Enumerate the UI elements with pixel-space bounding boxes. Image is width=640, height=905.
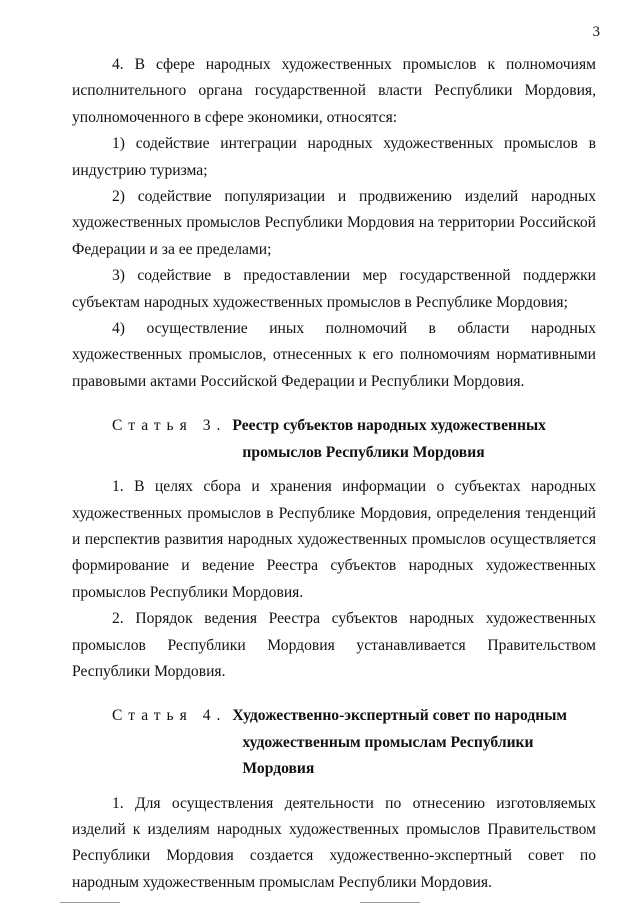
scan-artifact-line bbox=[60, 902, 120, 903]
document-body bbox=[72, 52, 596, 896]
page-number: 3 bbox=[592, 24, 600, 40]
article-3-para-1: 1. В целях сбора и хранения информации о субъектах народных художественных промыслов в Республике Мордовия, определения тенденций и перспектив развития народных художественных промыслов осуществляется формирование и ведение Реестра субъектов народных художественных промыслов Республики Мордовия. bbox=[72, 478, 596, 601]
article-3-label: Статья 3. bbox=[112, 417, 227, 435]
article-3-heading bbox=[72, 413, 596, 466]
scan-artifact-line bbox=[360, 902, 420, 903]
article-3-title-line2: промыслов Республики Мордовия bbox=[242, 443, 485, 461]
list-item-4: 4) осуществление иных полномочий в области народных художественных промыслов, отнесенных к его полномочиям нормативными правовыми актами Российской Федерации и Республики Мордовия. bbox=[72, 320, 596, 390]
article-3-para-2: 2. Порядок ведения Реестра субъектов народных художественных промыслов Республики Мордовия устанавливается Правительством Республики Мордовия. bbox=[72, 610, 596, 680]
article-4-title-line1: Художественно-экспертный совет по народным bbox=[232, 707, 568, 725]
article-3-title bbox=[232, 413, 546, 466]
article-4-title bbox=[232, 703, 596, 782]
article-4-title-line2: художественным промыслам Республики Мордовия bbox=[242, 733, 534, 778]
article-4-para-1: 1. Для осуществления деятельности по отнесению изготовляемых изделий к изделиям народных художественных промыслов Правительством Республики Мордовия создается художественно-экспертный совет по народным художественным промыслам Республики Мордовия. bbox=[72, 794, 596, 891]
article-4-label: Статья 4. bbox=[112, 707, 227, 725]
article-4-heading bbox=[72, 703, 596, 782]
list-item-2: 2) содействие популяризации и продвижению изделий народных художественных промыслов Республики Мордовия на территории Российской Федерации и за ее пределами; bbox=[72, 188, 596, 258]
list-item-1: 1) содействие интеграции народных художественных промыслов в индустрию туризма; bbox=[72, 135, 596, 179]
article-3-title-line1: Реестр субъектов народных художественных bbox=[232, 417, 546, 435]
section-4-intro: 4. В сфере народных художественных промыслов к полномочиям исполнительного органа государственной власти Республики Мордовия, уполномоченного в сфере экономики, относятся: bbox=[72, 56, 596, 126]
list-item-3: 3) содействие в предоставлении мер государственной поддержки субъектам народных художественных промыслов в Республике Мордовия; bbox=[72, 267, 596, 311]
